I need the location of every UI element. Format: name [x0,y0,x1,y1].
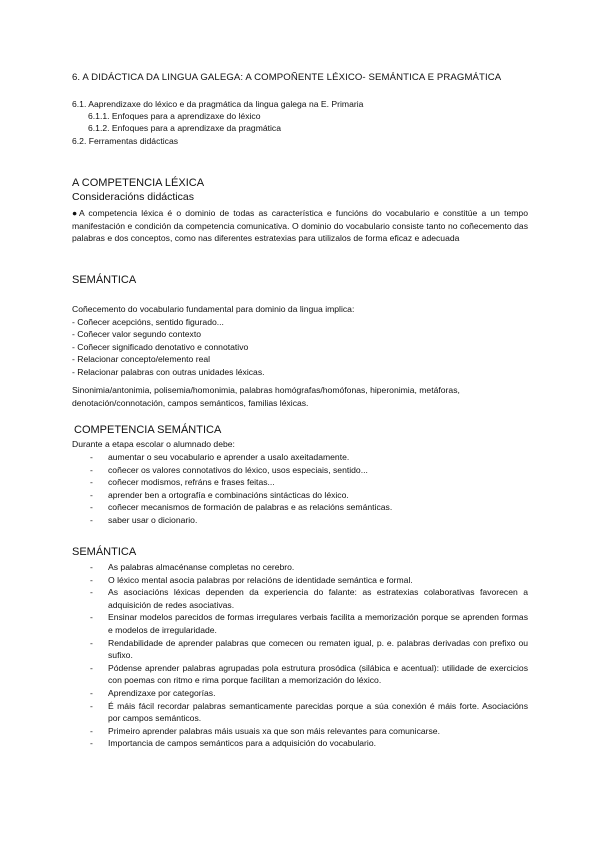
toc-item: 6.1.1. Enfoques para a aprendizaxe do léxico [88,111,261,122]
list-item: - As palabras almacénanse completas no cerebro. [90,562,295,572]
section-heading-competencia-lexica: A COMPETENCIA LÉXICA [72,177,205,189]
section-heading-competencia-semantica: COMPETENCIA SEMÁNTICA [74,424,222,436]
list-item: - aumentar o seu vocabulario e aprender a usalo axeitadamente. [90,452,350,462]
semantica-2-list [90,561,528,750]
table-of-contents [72,98,363,147]
semantica-list [72,303,532,379]
list-item: - É máis fácil recordar palabras semanticamente parecidas porque a súa conexión é máis forte. Asociacións por campos semánticos. [90,700,528,724]
semantica-closing: Sinonimia/antonimia, polisemia/homonimia, palabras homógrafas/homófonas, hiperonimia, metáforas, denotación/connotación, campos semánticos, familias léxicas. [72,385,460,408]
list-item: - Coñecer valor segundo contexto [72,329,201,340]
list-item: - coñecer os valores connotativos do léxico, usos especiais, sentido... [90,464,368,475]
list-item: - As asociacións léxicas dependen da experiencia do falante: as estratexias colaborativas favorecen a adquisición de redes asociativas. [90,587,528,610]
section-heading-semantica-2: SEMÁNTICA [72,546,137,558]
dash-marker: - [90,612,93,623]
competencia-semantica-intro: Durante a etapa escolar o alumnado debe: [72,439,235,449]
list-item: - coñecer modismos, refráns e frases feitas... [90,477,275,488]
toc-item: 6.2. Ferramentas didácticas [72,135,179,146]
toc-item: 6.1.2. Enfoques para a aprendizaxe da pragmática [88,123,282,134]
dash-marker: - [90,562,93,572]
paragraph-competencia-lexica: ●A competencia léxica é o dominio de todas as característica e funcións do vocabulario e constitúe a un tempo manifestación e condición da competencia comunicativa. O dominio do vocabulario consiste tanto no coñecemento das palabras e dos conceptos, como nas diferentes estratexias para utilizalos de forma eficaz e adecuada [72,208,528,244]
document-title: 6. A DIDÁCTICA DA LINGUA GALEGA: A COMPOÑENTE LÉXICO- SEMÁNTICA E PRAGMÁTICA [72,72,502,83]
toc-item: 6.1. Aaprendizaxe do léxico e da pragmática da lingua galega na E. Primaria [72,99,364,109]
dash-marker: - [90,725,93,736]
section-heading-semantica: SEMÁNTICA [72,274,137,286]
list-item: - Relacionar palabras con outras unidades léxicas. [72,366,265,377]
list-item: - Coñecer significado denotativo e connotativo [72,341,249,352]
dash-marker: - [90,502,93,513]
list-item: - Ensinar modelos parecidos de formas irregulares verbais facilita a memorización porque se aprenden formas e modelos de irregularidade. [90,612,528,635]
list-item: - coñecer mecanismos de formación de palabras e as relacións semánticas. [90,502,393,513]
dash-marker: - [90,587,93,598]
list-item: - Rendabilidade de aprender palabras que comecen ou rematen igual, p. e. palabras derivadas con prefixo ou sufixo. [90,637,528,661]
list-item: - aprender ben a ortografía e combinacións sintácticas do léxico. [90,489,349,500]
list-item: - saber usar o dicionario. [90,514,198,525]
list-item: - O léxico mental asocia palabras por relacións de identidade semántica e formal. [90,574,413,585]
dash-marker: - [90,477,93,488]
list-item: - Primeiro aprender palabras máis usuais xa que son máis relevantes para comunicarse. [90,725,440,736]
dash-marker: - [90,514,93,525]
dash-marker: - [90,489,93,500]
list-item: - Pódense aprender palabras agrupadas pola estrutura prosódica (silábica e acentual): utilidade de exercicios con poemas con ritmo e rima porque facilitan a memorización do léxico. [90,662,528,686]
list-item: - Aprendizaxe por categorías. [90,687,216,698]
dash-marker: - [90,700,93,711]
list-item: - Coñecer acepcións, sentido figurado... [72,316,224,327]
dash-marker: - [90,687,93,698]
competencia-semantica-list [90,451,528,527]
subheading-consideracions: Consideracións didácticas [72,191,194,203]
dash-marker: - [90,662,93,673]
dash-marker: - [90,574,93,585]
dash-marker: - [90,637,93,648]
list-item: - Relacionar concepto/elemento real [72,354,211,365]
dash-marker: - [90,452,93,462]
dash-marker: - [90,464,93,475]
list-intro: Coñecemento do vocabulario fundamental para dominio da lingua implica: [72,304,355,314]
list-item: - Importancia de campos semánticos para a adquisición do vocabulario. [90,738,376,749]
dash-marker: - [90,738,93,749]
